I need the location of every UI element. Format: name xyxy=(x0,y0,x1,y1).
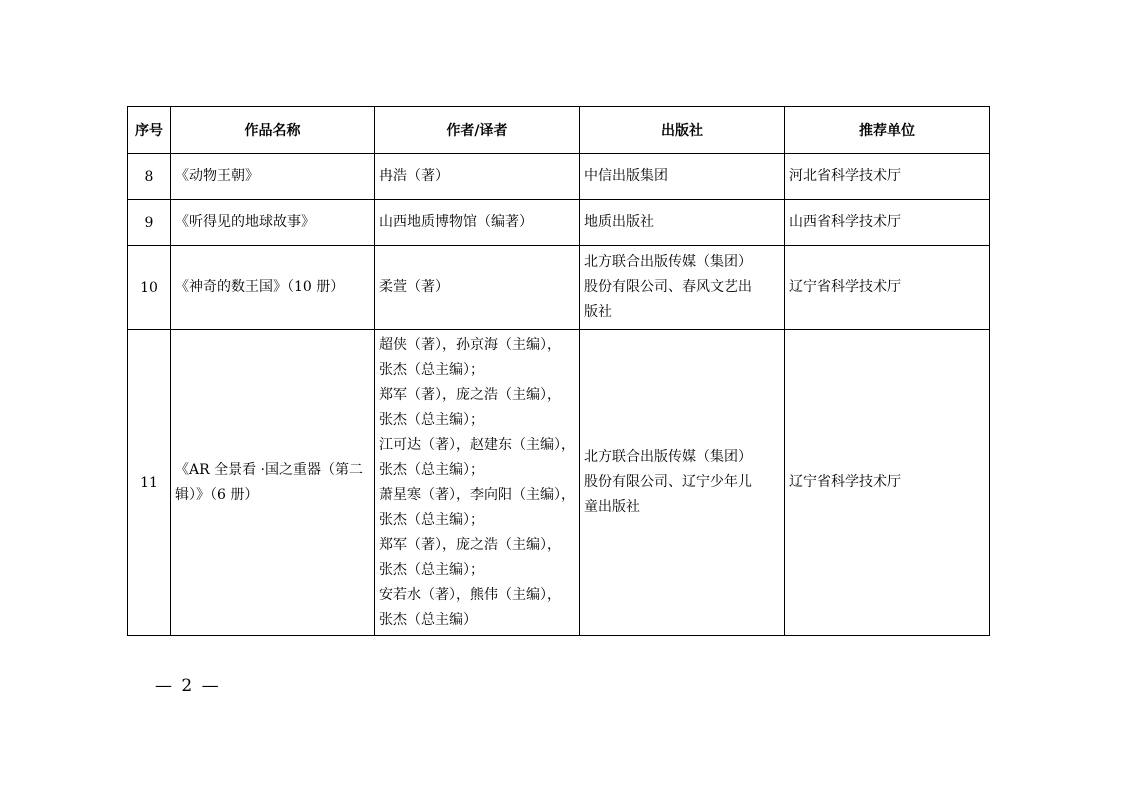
row-no: 9 xyxy=(128,200,171,246)
table-header-row xyxy=(128,107,990,154)
row-author xyxy=(375,246,580,330)
row-title: 《神奇的数王国》（10 册） xyxy=(171,246,375,330)
author-line: 柔萱（著） xyxy=(379,279,449,295)
author-line: 张杰（总主编）； xyxy=(379,411,484,428)
author-line: 张杰（总主编）； xyxy=(379,511,484,528)
row-no: 8 xyxy=(128,154,171,200)
author-line: 江可达（著），赵建东（主编）， xyxy=(379,436,575,453)
author-line: 萧星寒（著），李向阳（主编）， xyxy=(379,486,575,503)
row-no: 11 xyxy=(128,330,171,636)
author-line: 张杰（总主编）； xyxy=(379,561,484,578)
author-line: 超侠（著），孙京海（主编）， xyxy=(379,336,561,353)
header-title: 作品名称 xyxy=(171,107,375,154)
header-author: 作者/译者 xyxy=(375,107,580,154)
row-title: 《AR 全景看 ·国之重器（第二辑）》（6 册） xyxy=(171,330,375,636)
row-publisher xyxy=(580,200,785,246)
author-line: 山西地质博物馆（编著） xyxy=(379,214,533,230)
table-row xyxy=(128,246,990,330)
publisher-line: 股份有限公司、春风文艺出 xyxy=(584,279,752,295)
row-title: 《动物王朝》 xyxy=(171,154,375,200)
publisher-line: 北方联合出版传媒（集团） xyxy=(584,449,752,465)
publisher-line: 地质出版社 xyxy=(584,214,654,230)
publisher-line: 北方联合出版传媒（集团） xyxy=(584,254,752,270)
row-recommender: 河北省科学技术厅 xyxy=(785,154,990,200)
table-row xyxy=(128,330,990,636)
row-recommender: 辽宁省科学技术厅 xyxy=(785,246,990,330)
row-publisher xyxy=(580,246,785,330)
table-row xyxy=(128,200,990,246)
row-author xyxy=(375,200,580,246)
page-number: — 2 — xyxy=(155,676,221,696)
author-line: 张杰（总主编）； xyxy=(379,361,484,378)
publisher-line: 中信出版集团 xyxy=(584,168,668,184)
header-recommender: 推荐单位 xyxy=(785,107,990,154)
row-author xyxy=(375,154,580,200)
author-line: 郑军（著），庞之浩（主编）， xyxy=(379,536,561,553)
row-publisher xyxy=(580,330,785,636)
row-no: 10 xyxy=(128,246,171,330)
author-line: 冉浩（著） xyxy=(379,168,449,184)
row-recommender: 辽宁省科学技术厅 xyxy=(785,330,990,636)
row-author xyxy=(375,330,580,636)
row-recommender: 山西省科学技术厅 xyxy=(785,200,990,246)
author-line: 安若水（著），熊伟（主编）， xyxy=(379,586,561,603)
publisher-line: 股份有限公司、辽宁少年儿 xyxy=(584,474,752,490)
header-no: 序号 xyxy=(128,107,171,154)
publisher-line: 童出版社 xyxy=(584,499,640,515)
author-line: 张杰（总主编）； xyxy=(379,461,484,478)
row-title: 《听得见的地球故事》 xyxy=(171,200,375,246)
publisher-line: 版社 xyxy=(584,304,612,320)
table-row xyxy=(128,154,990,200)
header-publisher: 出版社 xyxy=(580,107,785,154)
row-publisher xyxy=(580,154,785,200)
author-line: 张杰（总主编） xyxy=(379,611,477,628)
author-line: 郑军（著），庞之浩（主编）， xyxy=(379,386,561,403)
book-recommendation-table xyxy=(127,106,990,636)
